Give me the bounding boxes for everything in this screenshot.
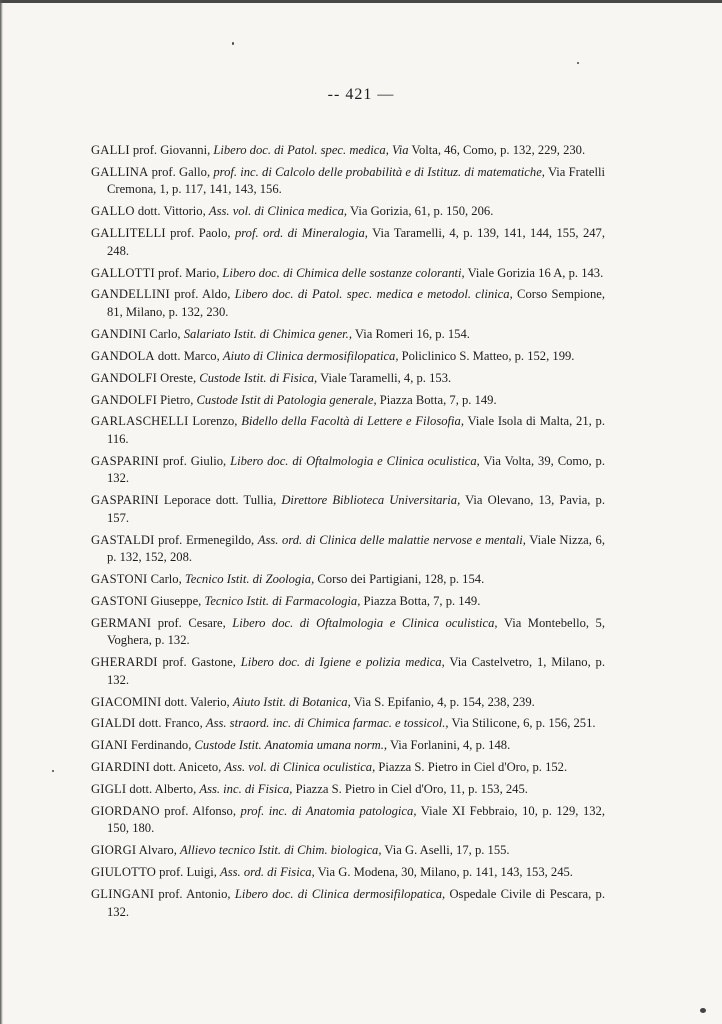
entry-address: Via G. Aselli, 17, p. 155. (381, 843, 510, 858)
entry-title: prof. Cesare, (151, 615, 233, 630)
entry-address: Via S. Epifanio, 4, p. 154, 238, 239. (350, 694, 535, 709)
entry-role: Libero doc. di Igiene e polizia medica, (240, 655, 445, 670)
entry-role: Libero doc. di Chimica delle sostanze coloranti, (222, 265, 465, 280)
entry-role: Libero doc. di Oftalmologia e Clinica oculistica, (230, 453, 480, 468)
entry-name: GERMANI (91, 615, 152, 630)
entry-role: Libero doc. di Oftalmologia e Clinica oculistica, (232, 615, 498, 630)
directory-entry (91, 759, 605, 777)
entry-title: dott. Aniceto, (149, 760, 225, 775)
entry-title: prof. Antonio, (154, 887, 235, 902)
entry-address: Via Montebello, 5, Voghera, p. 132. (107, 615, 605, 648)
entry-role: prof. inc. di Calcolo delle probabilità e di Istituz. di matematiche, (213, 164, 545, 179)
entry-role: Aiuto di Clinica dermosifilopatica, (222, 348, 399, 363)
directory-entry (91, 571, 605, 589)
page-number: -- 421 — (327, 86, 395, 103)
entry-title: prof. Paolo, (165, 226, 235, 241)
entry-name: GASPARINI (91, 493, 159, 508)
entry-name: GIGLI (91, 782, 127, 797)
entry-address: Piazza S. Pietro in Ciel d'Oro, p. 152. (375, 760, 568, 775)
directory-entry (91, 694, 605, 712)
entry-address: Corso dei Partigiani, 128, p. 154. (314, 571, 485, 586)
directory-entry (91, 615, 605, 650)
entry-address: Via G. Modena, 30, Milano, p. 141, 143, 153, 245. (314, 865, 573, 880)
entry-name: GIALDI (91, 716, 136, 731)
entry-role: Libero doc. di Clinica dermosifilopatica, (234, 887, 446, 902)
entry-role: Custode Istit di Patologia generale, (196, 392, 377, 407)
entry-name: GANDELLINI (91, 287, 170, 302)
entry-name: GANDINI (91, 326, 147, 341)
directory-entries (91, 142, 605, 926)
entry-title: Pietro, (156, 392, 197, 407)
entry-role: Ass. ord. di Fisica, (220, 865, 315, 880)
directory-entry (91, 370, 605, 388)
entry-role: Custode Istit. di Fisica, (199, 370, 318, 385)
entry-address: Viale Nizza, 6, p. 132, 152, 208. (107, 532, 605, 565)
entry-role: Allievo tecnico Istit. di Chim. biologica, (180, 843, 382, 858)
entry-role: Libero doc. di Patol. spec. medica e metodol. clinica, (234, 287, 513, 302)
entry-title: Carlo, (146, 326, 184, 341)
directory-entry (91, 864, 605, 882)
entry-address: Via Fratelli Cremona, 1, p. 117, 141, 143, 156. (107, 164, 605, 197)
entry-title: Leporace dott. Tullia, (158, 493, 282, 508)
directory-entry (91, 781, 605, 799)
entry-role: Aiuto Istit. di Botanica, (232, 694, 351, 709)
directory-entry (91, 326, 605, 344)
entry-name: GALLI (91, 143, 130, 157)
entry-title: Lorenzo, (188, 414, 242, 429)
entry-address: Via Forlanini, 4, p. 148. (387, 738, 511, 753)
entry-title: prof. Gastone, (157, 655, 241, 670)
entry-name: GANDOLFI (91, 370, 157, 385)
entry-role: prof. ord. di Mineralogia, (234, 226, 368, 241)
entry-address: Via Stilicone, 6, p. 156, 251. (448, 716, 596, 731)
entry-role: Ass. inc. di Fisica, (199, 782, 293, 797)
entry-role: Direttore Biblioteca Universitaria, (281, 493, 461, 508)
entry-name: GLINGANI (91, 887, 155, 902)
entry-role: Salariato Istit. di Chimica gener., (183, 326, 352, 341)
entry-role: Custode Istit. Anatomia umana norm., (194, 738, 388, 753)
entry-title: Giuseppe, (147, 593, 205, 608)
entry-title: Ferdinando, (127, 738, 195, 753)
entry-role: Ass. vol. di Clinica oculistica, (224, 760, 376, 775)
directory-entry (91, 593, 605, 611)
entry-address: Viale XI Febbraio, 10, p. 129, 132, 150, 180. (107, 803, 605, 836)
entry-address: Via Castelvetro, 1, Milano, p. 132. (107, 655, 606, 687)
directory-entry (91, 164, 605, 199)
directory-entry (91, 142, 605, 160)
entry-title: Carlo, (147, 571, 185, 586)
entry-title: dott. Marco, (154, 348, 223, 363)
entry-address: Viale Gorizia 16 A, p. 143. (464, 265, 604, 280)
entry-role: Ass. straord. inc. di Chimica farmac. e tossicol., (205, 716, 449, 731)
directory-entry (91, 286, 605, 321)
entry-name: GANDOLFI (91, 392, 157, 407)
directory-entry (91, 715, 605, 733)
entry-address: Corso Sempione, 81, Milano, p. 132, 230. (107, 287, 605, 319)
directory-entry (91, 203, 605, 221)
entry-address: Via Romeri 16, p. 154. (351, 326, 470, 341)
entry-name: GARLASCHELLI (91, 414, 189, 429)
entry-name: GIANI (91, 738, 128, 753)
entry-address: Via Gorizia, 61, p. 150, 206. (347, 204, 494, 219)
directory-entry (91, 413, 605, 448)
entry-name: GALLOTTI (91, 265, 155, 280)
scan-speck (577, 62, 579, 64)
entry-name: GIORGI (91, 843, 137, 858)
directory-entry (91, 737, 605, 755)
entry-address: Piazza S. Pietro in Ciel d'Oro, 11, p. 153, 245. (292, 782, 528, 797)
entry-role: prof. inc. di Anatomia patologica, (240, 803, 417, 818)
entry-address: Ospedale Civile di Pescara, p. 132. (107, 887, 606, 919)
entry-title: prof. Alfonso, (159, 803, 241, 818)
entry-title: prof. Gallo, (148, 164, 214, 179)
directory-entry (91, 265, 605, 283)
scan-speck (700, 1008, 706, 1013)
directory-entry (91, 803, 605, 838)
entry-name: GIARDINI (91, 760, 150, 775)
entry-title: dott. Franco, (135, 716, 206, 731)
entry-name: GIULOTTO (91, 865, 157, 880)
entry-name: GALLINA (91, 164, 149, 179)
directory-entry (91, 453, 605, 488)
entry-name: GASTALDI (91, 532, 155, 547)
directory-entry (91, 492, 605, 527)
directory-entry (91, 348, 605, 366)
entry-address: Viale Isola di Malta, 21, p. 116. (107, 414, 605, 446)
directory-entry (91, 654, 605, 689)
entry-address: Viale Taramelli, 4, p. 153. (317, 370, 452, 385)
entry-name: GASPARINI (91, 453, 159, 468)
entry-title: dott. Valerio, (161, 694, 233, 709)
entry-title: prof. Aldo, (169, 287, 235, 302)
entry-role: Ass. vol. di Clinica medica, (208, 204, 348, 219)
entry-role: Bidello della Facoltà di Lettere e Filosofia, (241, 414, 464, 429)
entry-address: Via Volta, 39, Como, p. 132. (107, 453, 606, 486)
page-left-edge (0, 0, 3, 1024)
entry-name: GASTONI (91, 593, 148, 608)
entry-title: prof. Giovanni, (129, 143, 214, 157)
directory-entry (91, 225, 605, 260)
directory-entry (91, 532, 605, 567)
entry-address: Piazza Botta, 7, p. 149. (376, 392, 497, 407)
entry-title: prof. Luigi, (156, 865, 221, 880)
entry-role: Libero doc. di Patol. spec. medica, Via (213, 143, 409, 157)
entry-address: Via Taramelli, 4, p. 139, 141, 144, 155, 247, 248. (107, 226, 605, 258)
entry-name: GASTONI (91, 571, 148, 586)
entry-address: Via Olevano, 13, Pavia, p. 157. (107, 493, 605, 525)
entry-role: Tecnico Istit. di Zoologia, (184, 571, 315, 586)
directory-entry (91, 842, 605, 860)
entry-title: prof. Ermenegildo, (154, 532, 258, 547)
page-top-edge (0, 0, 722, 3)
entry-name: GIORDANO (91, 803, 160, 818)
entry-title: prof. Giulio, (158, 453, 231, 468)
entry-address: Volta, 46, Como, p. 132, 229, 230. (408, 143, 586, 157)
entry-role: Tecnico Istit. di Farmacologia, (204, 593, 361, 608)
entry-title: prof. Mario, (154, 265, 223, 280)
entry-role: Ass. ord. di Clinica delle malattie nervose e mentali, (257, 532, 526, 547)
entry-address: Piazza Botta, 7, p. 149. (360, 593, 481, 608)
entry-title: Oreste, (156, 370, 200, 385)
entry-name: GALLITELLI (91, 226, 166, 241)
directory-entry (91, 392, 605, 410)
scan-speck (52, 770, 54, 772)
directory-entry (91, 886, 605, 921)
entry-name: GALLO (91, 204, 135, 219)
entry-title: dott. Vittorio, (134, 204, 209, 219)
scan-speck (232, 42, 234, 45)
entry-title: dott. Alberto, (126, 782, 200, 797)
entry-title: Alvaro, (136, 843, 181, 858)
entry-name: GIACOMINI (91, 694, 162, 709)
entry-name: GANDOLA (91, 348, 155, 363)
entry-address: Policlinico S. Matteo, p. 152, 199. (398, 348, 575, 363)
entry-name: GHERARDI (91, 655, 158, 670)
